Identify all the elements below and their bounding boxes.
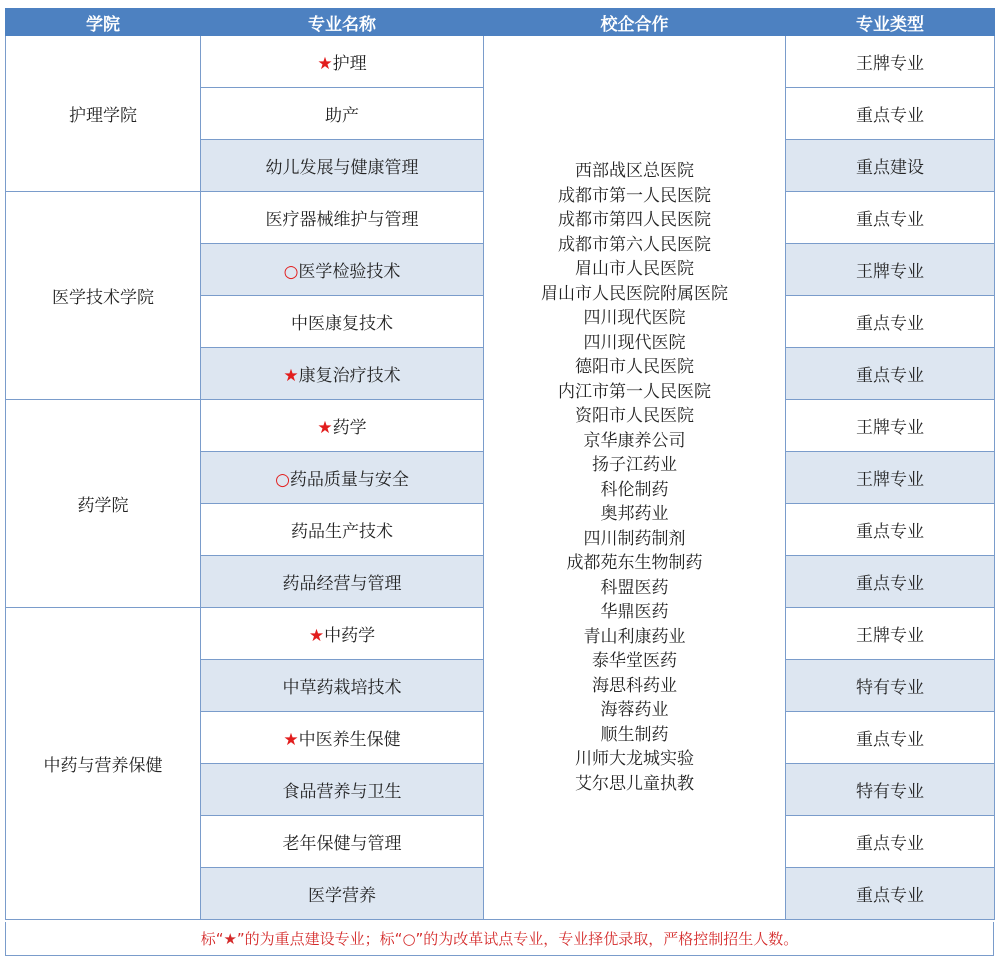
- footnote: 标“★”的为重点建设专业；标“○”的为改革试点专业，专业择优录取，严格控制招生人数。: [5, 922, 994, 956]
- major-name: 药品质量与安全: [289, 470, 409, 490]
- partner-item: 西部战区总医院: [575, 161, 694, 181]
- major-type: 重点专业: [786, 712, 995, 764]
- major-name: 药学: [332, 418, 367, 438]
- major-name: 医学营养: [308, 886, 376, 906]
- major-type: 王牌专业: [786, 244, 995, 296]
- partner-item: 扬子江药业: [592, 455, 677, 475]
- major-name-cell: [201, 816, 484, 868]
- partner-item: 成都苑东生物制药: [566, 553, 703, 573]
- star-mark-icon: ★: [308, 626, 325, 646]
- major-name: 康复治疗技术: [298, 366, 401, 386]
- header-row: [6, 9, 995, 36]
- partner-item: 艾尔思儿童执教: [575, 773, 694, 794]
- major-name-cell: [201, 660, 484, 712]
- major-name: 中草药栽培技术: [282, 678, 402, 698]
- partner-item: 四川现代医院: [583, 332, 686, 353]
- header-coop: 校企合作: [484, 9, 786, 36]
- major-name: 护理: [332, 54, 367, 74]
- partner-item: 四川现代医院: [583, 308, 686, 328]
- major-name-cell: [201, 244, 484, 296]
- header-major: 专业名称: [201, 9, 484, 36]
- star-mark-icon: ★: [283, 366, 299, 386]
- partner-item: 京华康养公司: [583, 430, 686, 451]
- star-mark-icon: ★: [283, 730, 299, 750]
- partner-list: [484, 36, 786, 920]
- major-name-cell: [201, 400, 484, 452]
- partner-item: 成都市第六人民医院: [558, 234, 711, 255]
- major-type: 王牌专业: [786, 36, 995, 88]
- partner-item: 川师大龙城实验: [575, 749, 694, 769]
- major-name: 中医康复技术: [291, 314, 393, 334]
- major-name-cell: [201, 608, 484, 660]
- college-name: 医学技术学院: [6, 192, 201, 400]
- partner-item: 科盟医药: [600, 577, 669, 598]
- major-name-cell: [201, 556, 484, 608]
- partner-item: 四川制药制剂: [583, 528, 686, 549]
- star-mark-icon: ★: [317, 418, 333, 438]
- major-name: 中药学: [324, 626, 376, 646]
- major-type: 重点专业: [786, 504, 995, 556]
- major-type: 王牌专业: [786, 452, 995, 504]
- partner-item: 泰华堂医药: [592, 651, 677, 671]
- circle-mark-icon: ○: [283, 262, 299, 282]
- major-name: 老年保健与管理: [282, 834, 402, 854]
- partner-item: 成都市第四人民医院: [558, 210, 711, 230]
- major-type: 重点专业: [786, 868, 995, 920]
- partner-item: 眉山市人民医院: [575, 259, 694, 279]
- major-name-cell: [201, 296, 484, 348]
- major-name: 中医养生保健: [298, 730, 401, 750]
- major-name-cell: [201, 504, 484, 556]
- major-type: 王牌专业: [786, 400, 995, 452]
- partner-item: 成都市第一人民医院: [558, 185, 711, 206]
- major-type: 重点专业: [786, 296, 995, 348]
- partner-item: 青山利康药业: [583, 626, 686, 647]
- circle-mark-icon: ○: [275, 470, 290, 490]
- major-name-cell: [201, 36, 484, 88]
- major-type: 重点建设: [786, 140, 995, 192]
- major-type: 特有专业: [786, 660, 995, 712]
- major-name: 食品营养与卫生: [282, 782, 402, 802]
- major-name-cell: [201, 140, 484, 192]
- table-body: [6, 36, 995, 920]
- header-college: 学院: [6, 9, 201, 36]
- partner-item: 顺生制药: [600, 724, 669, 745]
- partner-item: 海思科药业: [592, 675, 677, 696]
- major-name-cell: [201, 88, 484, 140]
- major-type: 王牌专业: [786, 608, 995, 660]
- partner-item: 内江市第一人民医院: [558, 381, 711, 402]
- major-name-cell: [201, 452, 484, 504]
- majors-table-grid: [5, 8, 995, 920]
- majors-table: [5, 8, 994, 920]
- partner-item: 科伦制药: [600, 479, 669, 500]
- major-name: 医学检验技术: [298, 262, 401, 282]
- major-type: 重点专业: [786, 556, 995, 608]
- table-row: [6, 36, 995, 88]
- major-name: 幼儿发展与健康管理: [265, 158, 419, 178]
- major-name: 药品生产技术: [291, 522, 393, 542]
- major-name-cell: [201, 348, 484, 400]
- major-type: 重点专业: [786, 192, 995, 244]
- major-name-cell: [201, 712, 484, 764]
- header-type: 专业类型: [786, 9, 995, 36]
- partner-item: 海蓉药业: [600, 700, 669, 720]
- college-name: 药学院: [6, 400, 201, 608]
- major-name: 助产: [325, 106, 359, 126]
- major-type: 特有专业: [786, 764, 995, 816]
- major-name-cell: [201, 764, 484, 816]
- major-name: 药品经营与管理: [282, 574, 402, 594]
- partner-item: 奥邦药业: [600, 504, 669, 524]
- partner-item: 华鼎医药: [600, 602, 669, 622]
- partner-item: 资阳市人民医院: [575, 406, 694, 426]
- star-mark-icon: ★: [317, 54, 333, 74]
- college-name: 中药与营养保健: [6, 608, 201, 920]
- major-type: 重点专业: [786, 816, 995, 868]
- major-name: 医疗器械维护与管理: [265, 210, 419, 230]
- major-type: 重点专业: [786, 348, 995, 400]
- partner-item: 眉山市人民医院附属医院: [541, 283, 728, 304]
- college-name: 护理学院: [6, 36, 201, 192]
- major-type: 重点专业: [786, 88, 995, 140]
- major-name-cell: [201, 868, 484, 920]
- partner-item: 德阳市人民医院: [575, 357, 694, 377]
- major-name-cell: [201, 192, 484, 244]
